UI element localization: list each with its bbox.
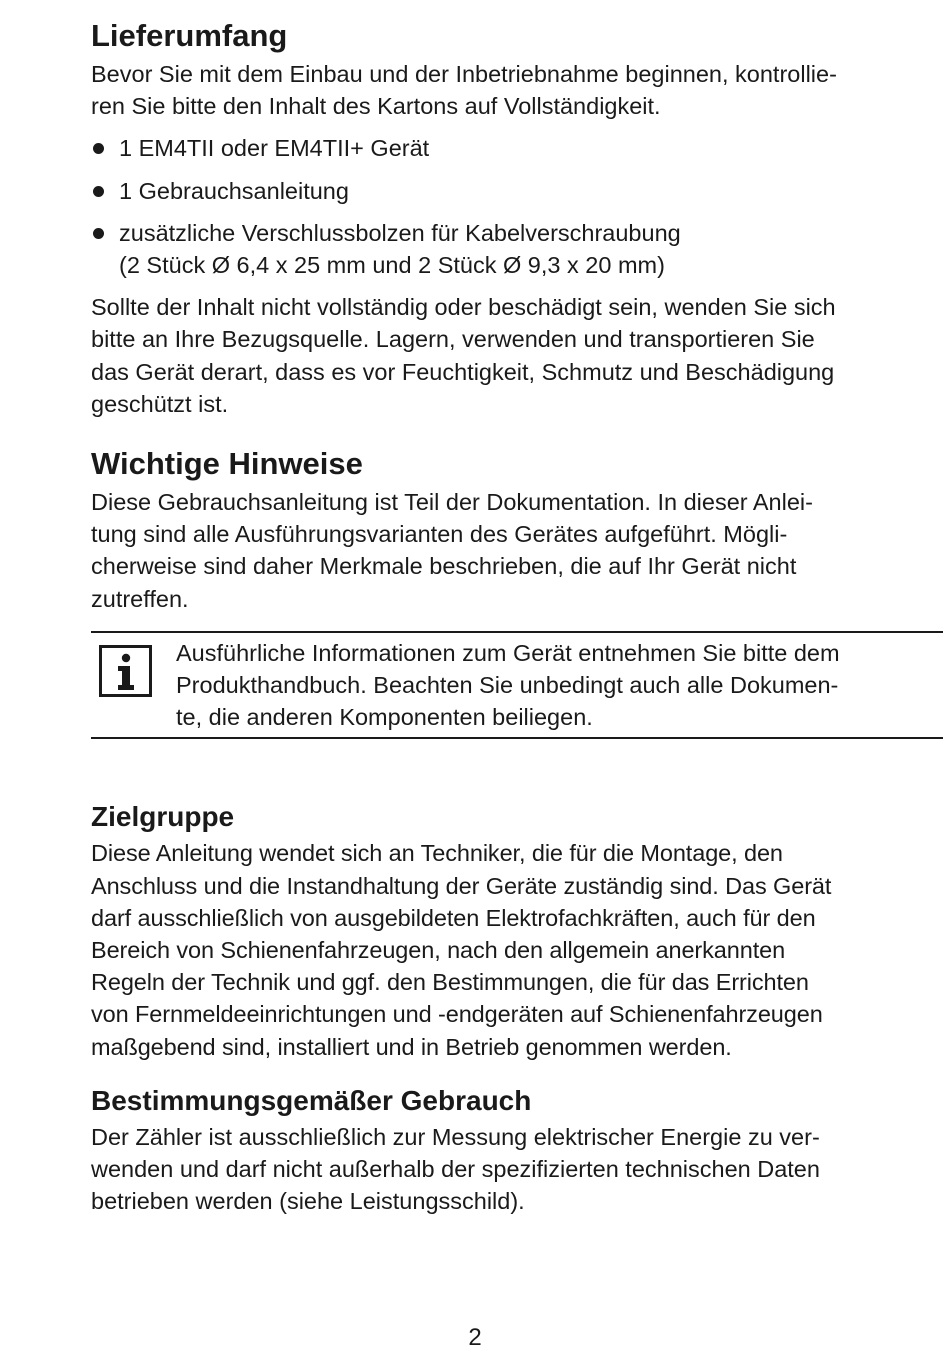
text-line: Regeln der Technik und ggf. den Bestimmungen, die für das Errichten <box>91 969 809 996</box>
hinweise-body <box>91 486 943 615</box>
text-line: zutreffen. <box>91 585 189 612</box>
note-text <box>176 637 943 734</box>
text-line: von Fernmeldeeinrichtungen und -endgeräten auf Schienenfahrzeugen <box>91 1001 823 1028</box>
text-line: maßgebend sind, installiert und in Betrieb genommen werden. <box>91 1033 732 1060</box>
bullet-icon <box>93 143 104 154</box>
list-item <box>91 175 943 207</box>
list-item-text: (2 Stück Ø 6,4 x 25 mm und 2 Stück Ø 9,3 x 20 mm) <box>119 252 665 279</box>
delivery-list <box>91 132 943 281</box>
text-line: cherweise sind daher Merkmale beschrieben, die auf Ihr Gerät nicht <box>91 553 797 580</box>
heading-wichtige-hinweise: Wichtige Hinweise <box>91 446 363 482</box>
text-line: bitte an Ihre Bezugsquelle. Lagern, verwenden und transportieren Sie <box>91 326 815 353</box>
gebrauch-body <box>91 1121 943 1218</box>
text-line: Bereich von Schienenfahrzeugen, nach den allgemein anerkannten <box>91 937 786 964</box>
text-line: das Gerät derart, dass es vor Feuchtigkeit, Schmutz und Beschädigung <box>91 358 835 385</box>
text-line: Der Zähler ist ausschließlich zur Messung elektrischer Energie zu ver- <box>91 1123 820 1150</box>
lieferumfang-intro <box>91 58 943 122</box>
text-line: Sollte der Inhalt nicht vollständig oder beschädigt sein, wenden Sie sich <box>91 294 836 321</box>
lieferumfang-outro <box>91 291 943 420</box>
list-item <box>91 132 943 164</box>
text-line: Anschluss und die Instandhaltung der Geräte zuständig sind. Das Gerät <box>91 872 832 899</box>
document-page <box>91 14 943 1217</box>
heading-bestimmungsgemaesser-gebrauch: Bestimmungsgemäßer Gebrauch <box>91 1084 532 1116</box>
text-line: ren Sie bitte den Inhalt des Kartons auf Vollständigkeit. <box>91 93 661 120</box>
zielgruppe-body <box>91 837 943 1062</box>
list-item-text: 1 EM4TII oder EM4TII+ Gerät <box>119 135 430 162</box>
text-line: wenden und darf nicht außerhalb der spezifizierten technischen Daten <box>91 1156 820 1183</box>
info-icon <box>99 645 152 697</box>
text-line: Produkthandbuch. Beachten Sie unbedingt auch alle Dokumen- <box>176 672 839 699</box>
text-line: te, die anderen Komponenten beiliegen. <box>176 704 593 731</box>
text-line: darf ausschließlich von ausgebildeten Elektrofachkräften, auch für den <box>91 904 816 931</box>
page-number: 2 <box>468 1324 482 1351</box>
bullet-icon <box>93 186 104 197</box>
text-line: betrieben werden (siehe Leistungsschild). <box>91 1188 525 1215</box>
text-line: Diese Anleitung wendet sich an Techniker, die für die Montage, den <box>91 840 783 867</box>
text-line: Diese Gebrauchsanleitung ist Teil der Dokumentation. In dieser Anlei- <box>91 489 813 516</box>
text-line: tung sind alle Ausführungsvarianten des Gerätes aufgeführt. Mögli- <box>91 521 788 548</box>
text-line: Ausführliche Informationen zum Gerät entnehmen Sie bitte dem <box>176 639 840 666</box>
list-item <box>91 217 943 281</box>
list-item-text: zusätzliche Verschlussbolzen für Kabelverschraubung <box>119 219 681 246</box>
info-note <box>91 631 943 740</box>
text-line: geschützt ist. <box>91 390 229 417</box>
heading-zielgruppe: Zielgruppe <box>91 801 235 833</box>
bullet-icon <box>93 228 104 239</box>
list-item-text: 1 Gebrauchsanleitung <box>119 177 349 204</box>
text-line: Bevor Sie mit dem Einbau und der Inbetriebnahme beginnen, kontrollie- <box>91 61 837 87</box>
heading-lieferumfang: Lieferumfang <box>91 18 288 53</box>
